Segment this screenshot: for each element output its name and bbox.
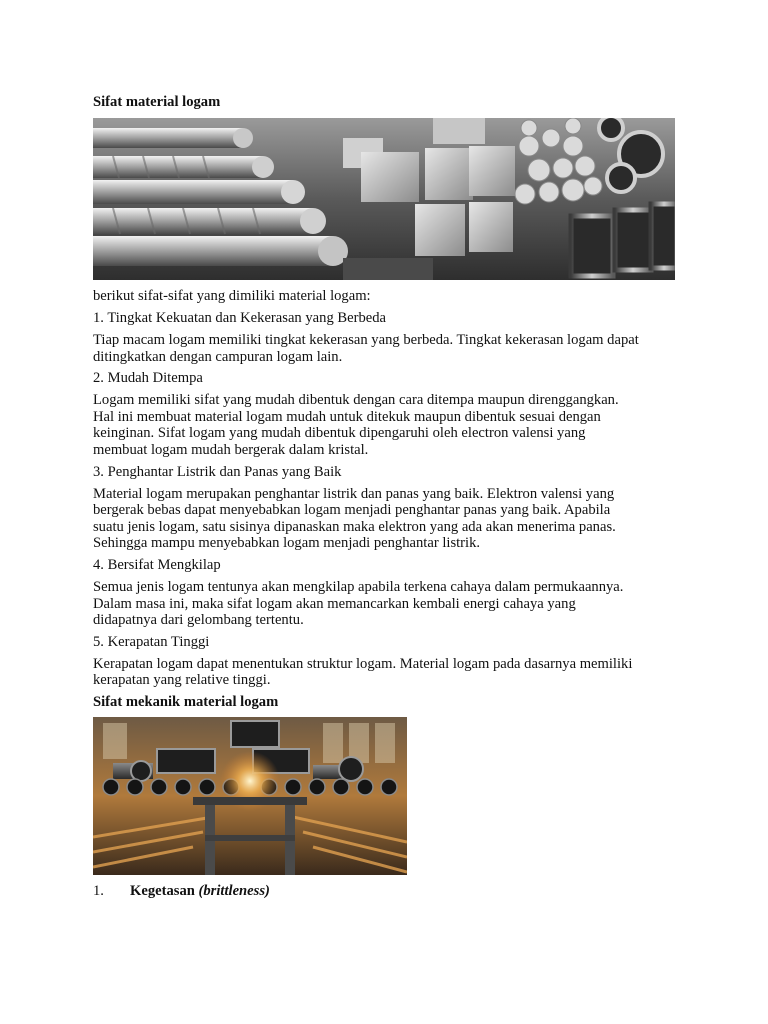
list-item-term-en: (brittleness) xyxy=(198,882,270,899)
steel-workshop-photo xyxy=(93,717,407,875)
section-body-2: Logam memiliki sifat yang mudah dibentuk dengan cara ditempa maupun direnggangkan. Hal ini membuat material logam mudah untuk ditekuk maupun dibentuk sesuai dengan keinginan. Sifat logam yang mudah dibentuk dipengaruhi oleh electron valensi yang membuat logam mudah bergerak dalam kristal. xyxy=(93,392,619,458)
section-body-1: Tiap macam logam memiliki tingkat kekerasan yang berbeda. Tingkat kekerasan logam dapat ditingkatkan dengan campuran logam lain. xyxy=(93,332,639,365)
section-title-1: 1. Tingkat Kekuatan dan Kekerasan yang Berbeda xyxy=(93,310,387,326)
list-item-number: 1. xyxy=(93,882,104,899)
list-item-term: Kegetasan (brittleness) xyxy=(130,882,270,899)
section-title-4: 4. Bersifat Mengkilap xyxy=(93,556,221,573)
document-content xyxy=(93,94,683,900)
steel-bars-photo xyxy=(93,118,675,280)
section-title-3: 3. Penghantar Listrik dan Panas yang Baik xyxy=(93,463,342,480)
heading-sifat-material-logam: Sifat material logam xyxy=(93,94,221,110)
heading-sifat-mekanik: Sifat mekanik material logam xyxy=(93,693,279,710)
section-body-4: Semua jenis logam tentunya akan mengkilap apabila terkena cahaya dalam permukaannya. Dalam masa ini, maka sifat logam akan memancarkan kembali energi cahaya yang didapatnya dari gelombang tertentu. xyxy=(93,578,624,629)
section-title-5: 5. Kerapatan Tinggi xyxy=(93,633,210,650)
section-body-5: Kerapatan logam dapat menentukan struktur logam. Material logam pada dasarnya memiliki kerapatan yang relative tinggi. xyxy=(93,655,633,689)
section-body-3: Material logam merupakan penghantar listrik dan panas yang baik. Elektron valensi yang bergerak bebas dapat menyebabkan logam menjadi penghantar panas yang baik. Apabila suatu jenis logam, satu sisinya dipanaskan maka elektron yang ada akan menerima panas. Sehingga mampu menyebabkan logam menjadi penghantar listrik. xyxy=(93,485,616,552)
list-item-kegetasan xyxy=(93,883,683,900)
intro-text: berikut sifat-sifat yang dimiliki material logam: xyxy=(93,288,371,304)
section-title-2: 2. Mudah Ditempa xyxy=(93,370,203,387)
